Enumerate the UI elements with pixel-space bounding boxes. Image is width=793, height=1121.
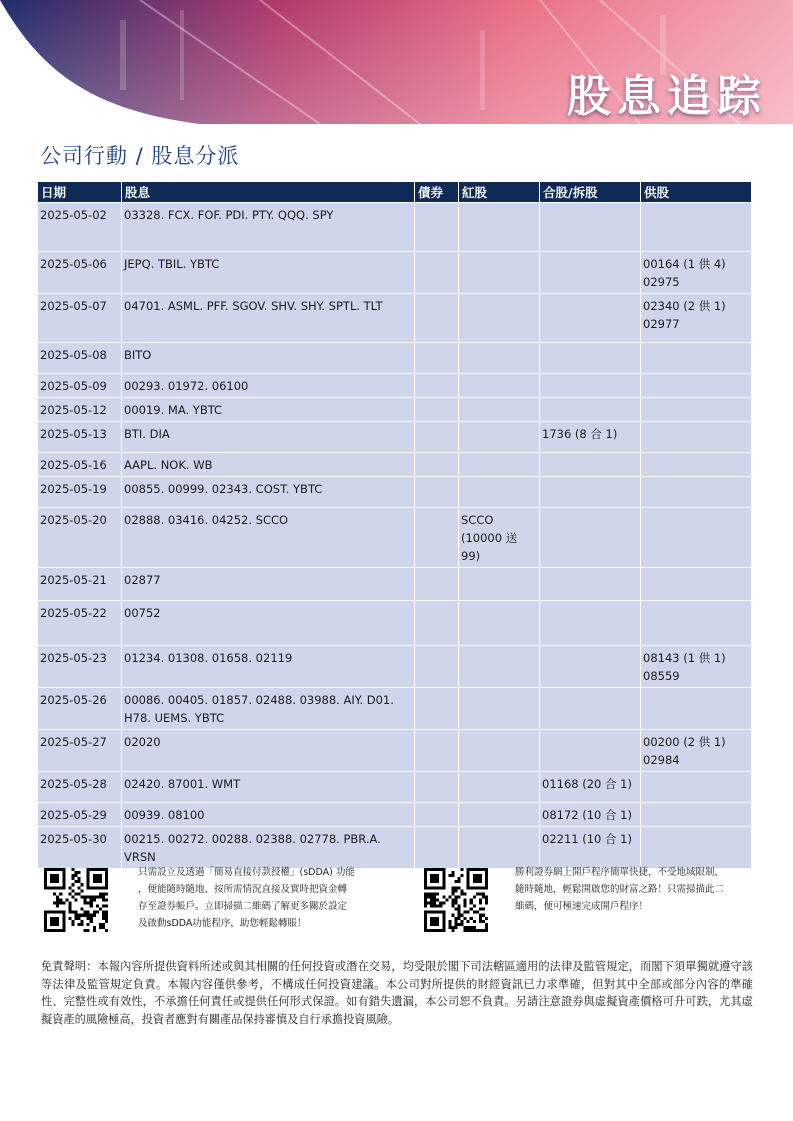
promo-line: 只需設立及透過「簡易直接付款授權」(sDDA) 功能 <box>138 867 355 878</box>
cell-consolidation-split <box>540 508 640 567</box>
header-date: 日期 <box>38 182 121 202</box>
cell-bonus-shares <box>459 203 539 251</box>
table-row <box>38 646 751 687</box>
cell-bond <box>415 477 458 507</box>
promo-line: 勝利證券網上開戶程序簡單快捷，不受地域限制， <box>515 867 725 878</box>
promo-line: 及啟動sDDA功能程序，助您輕鬆轉賬！ <box>138 918 307 929</box>
cell-bonus-shares <box>459 688 539 729</box>
cell-bonus-shares <box>459 398 539 421</box>
cell-rights-issue <box>641 343 751 373</box>
cell-rights-issue <box>641 803 751 826</box>
cell-bond <box>415 827 458 868</box>
cell-dividend: 02420. 87001. WMT <box>122 772 414 802</box>
cell-date: 2025-05-12 <box>38 398 121 421</box>
cell-rights-issue <box>641 477 751 507</box>
corporate-actions-table <box>37 181 750 869</box>
cell-bonus-shares <box>459 601 539 645</box>
cell-date: 2025-05-19 <box>38 477 121 507</box>
cell-bond <box>415 730 458 771</box>
cell-date: 2025-05-20 <box>38 508 121 567</box>
table-row <box>38 422 751 452</box>
disclaimer-text: 免責聲明：本報內容所提供資料所述或與其相關的任何投資或潛在交易，均受限於閣下司法轄區適用的法律及監管規定，而閣下須單獨就遵守該等法律及監管規定負責。本報內容僅供參考，不構成任何投資建議。本公司對所提供的財經資訊已力求準確，但對其中全部或部分內容的準確性、完整性或有效性，不承擔任何責任或提供任何形式保證。如有錯失遺漏，本公司恕不負責。另請注意證券與虛擬資產價格可升可跌，尤其虛擬資產的風險極高，投資者應對有關產品保持審慎及自行承擔投資風險。 <box>41 960 753 1026</box>
cell-dividend: 04701. ASML. PFF. SGOV. SHV. SHY. SPTL. TLT <box>122 294 414 342</box>
cell-dividend: 00215. 00272. 00288. 02388. 02778. PBR.A. VRSN <box>122 827 414 868</box>
cell-bonus-shares <box>459 803 539 826</box>
cell-bonus-shares <box>459 343 539 373</box>
cell-rights-issue <box>641 568 751 600</box>
cell-consolidation-split <box>540 294 640 342</box>
cell-rights-issue <box>641 688 751 729</box>
cell-rights-issue <box>641 203 751 251</box>
cell-bond <box>415 772 458 802</box>
promo-text-sdda <box>138 864 388 932</box>
cell-consolidation-split: 02211 (10 合 1) <box>540 827 640 868</box>
cell-dividend: 02877 <box>122 568 414 600</box>
cell-bonus-shares <box>459 252 539 293</box>
table-row <box>38 688 751 729</box>
cell-bond <box>415 568 458 600</box>
cell-consolidation-split <box>540 374 640 397</box>
promo-line: 存至證券帳戶。立即掃描二維碼了解更多關於設定 <box>138 901 348 912</box>
cell-bonus-shares <box>459 453 539 476</box>
cell-dividend: 00086. 00405. 01857. 02488. 03988. AIY. D01. H78. UEMS. YBTC <box>122 688 414 729</box>
table-row <box>38 453 751 476</box>
cell-date: 2025-05-28 <box>38 772 121 802</box>
cell-rights-issue <box>641 827 751 868</box>
table-row <box>38 294 751 342</box>
cell-date: 2025-05-16 <box>38 453 121 476</box>
cell-bond <box>415 398 458 421</box>
cell-consolidation-split <box>540 398 640 421</box>
cell-consolidation-split <box>540 568 640 600</box>
cell-rights-issue <box>641 398 751 421</box>
cell-rights-issue <box>641 422 751 452</box>
cell-rights-issue <box>641 374 751 397</box>
cell-rights-issue: 08143 (1 供 1) 08559 <box>641 646 751 687</box>
header-consolidation-split: 合股/拆股 <box>540 182 640 202</box>
table-row <box>38 772 751 802</box>
table-row <box>38 203 751 251</box>
header-bond: 債券 <box>415 182 458 202</box>
cell-consolidation-split <box>540 477 640 507</box>
cell-consolidation-split: 1736 (8 合 1) <box>540 422 640 452</box>
cell-dividend: 00752 <box>122 601 414 645</box>
cell-dividend: 00019. MA. YBTC <box>122 398 414 421</box>
cell-consolidation-split <box>540 203 640 251</box>
cell-consolidation-split <box>540 343 640 373</box>
cell-date: 2025-05-08 <box>38 343 121 373</box>
cell-dividend: JEPQ. TBIL. YBTC <box>122 252 414 293</box>
cell-bond <box>415 252 458 293</box>
cell-rights-issue <box>641 453 751 476</box>
cell-bonus-shares <box>459 646 539 687</box>
cell-date: 2025-05-29 <box>38 803 121 826</box>
cell-date: 2025-05-21 <box>38 568 121 600</box>
cell-date: 2025-05-22 <box>38 601 121 645</box>
cell-date: 2025-05-09 <box>38 374 121 397</box>
table-row <box>38 508 751 567</box>
cell-dividend: 00855. 00999. 02343. COST. YBTC <box>122 477 414 507</box>
cell-dividend: 02888. 03416. 04252. SCCO <box>122 508 414 567</box>
table-row <box>38 374 751 397</box>
cell-bond <box>415 688 458 729</box>
cell-bond <box>415 203 458 251</box>
cell-bonus-shares <box>459 827 539 868</box>
cell-bonus-shares <box>459 422 539 452</box>
table-row <box>38 252 751 293</box>
cell-dividend: 01234. 01308. 01658. 02119 <box>122 646 414 687</box>
table-row <box>38 398 751 421</box>
cell-bond <box>415 601 458 645</box>
table-row <box>38 730 751 771</box>
cell-bond <box>415 646 458 687</box>
cell-date: 2025-05-30 <box>38 827 121 868</box>
cell-date: 2025-05-07 <box>38 294 121 342</box>
cell-rights-issue: 00200 (2 供 1) 02984 <box>641 730 751 771</box>
cell-consolidation-split: 08172 (10 合 1) <box>540 803 640 826</box>
cell-bonus-shares <box>459 568 539 600</box>
cell-date: 2025-05-02 <box>38 203 121 251</box>
cell-date: 2025-05-27 <box>38 730 121 771</box>
cell-dividend: 00939. 08100 <box>122 803 414 826</box>
cell-dividend: 00293. 01972. 06100 <box>122 374 414 397</box>
header-bonus-shares: 紅股 <box>459 182 539 202</box>
cell-rights-issue <box>641 508 751 567</box>
cell-dividend: BTI. DIA <box>122 422 414 452</box>
cell-bonus-shares: SCCO (10000 送 99) <box>459 508 539 567</box>
cell-bonus-shares <box>459 374 539 397</box>
banner-title: 股息追踪 <box>567 71 767 122</box>
table-header-row <box>38 182 751 202</box>
table-row <box>38 601 751 645</box>
cell-dividend: 03328. FCX. FOF. PDI. PTY. QQQ. SPY <box>122 203 414 251</box>
cell-consolidation-split: 01168 (20 合 1) <box>540 772 640 802</box>
section-title: 公司行動 / 股息分派 <box>40 144 240 168</box>
cell-bonus-shares <box>459 477 539 507</box>
cell-dividend: 02020 <box>122 730 414 771</box>
cell-bond <box>415 343 458 373</box>
promo-line: ，便能隨時隨地、按所需情況直接及實時把資金轉 <box>138 884 348 895</box>
cell-date: 2025-05-06 <box>38 252 121 293</box>
cell-consolidation-split <box>540 252 640 293</box>
cell-bond <box>415 374 458 397</box>
promo-line: 隨時隨地，輕鬆開啟您的財富之路！只需掃描此二 <box>515 884 725 895</box>
cell-bond <box>415 453 458 476</box>
header-rights-issue: 供股 <box>641 182 751 202</box>
cell-bond <box>415 508 458 567</box>
qr-code-sdda <box>44 868 108 932</box>
cell-date: 2025-05-13 <box>38 422 121 452</box>
cell-bonus-shares <box>459 772 539 802</box>
table-row <box>38 827 751 868</box>
table-row <box>38 343 751 373</box>
cell-bonus-shares <box>459 730 539 771</box>
header-banner <box>0 0 793 124</box>
header-dividend: 股息 <box>122 182 414 202</box>
cell-consolidation-split <box>540 601 640 645</box>
cell-bond <box>415 294 458 342</box>
cell-consolidation-split <box>540 688 640 729</box>
cell-dividend: AAPL. NOK. WB <box>122 453 414 476</box>
cell-bond <box>415 422 458 452</box>
cell-rights-issue: 00164 (1 供 4) 02975 <box>641 252 751 293</box>
cell-bond <box>415 803 458 826</box>
cell-consolidation-split <box>540 730 640 771</box>
cell-consolidation-split <box>540 453 640 476</box>
cell-date: 2025-05-26 <box>38 688 121 729</box>
qr-code-account-opening <box>424 868 488 932</box>
cell-dividend: BITO <box>122 343 414 373</box>
promo-text-account-opening <box>515 864 755 915</box>
table-row <box>38 803 751 826</box>
cell-date: 2025-05-23 <box>38 646 121 687</box>
promo-line: 維碼，便可極速完成開戶程序！ <box>515 901 649 912</box>
cell-rights-issue: 02340 (2 供 1) 02977 <box>641 294 751 342</box>
cell-rights-issue <box>641 601 751 645</box>
cell-rights-issue <box>641 772 751 802</box>
table-row <box>38 477 751 507</box>
cell-bonus-shares <box>459 294 539 342</box>
cell-consolidation-split <box>540 646 640 687</box>
table-row <box>38 568 751 600</box>
